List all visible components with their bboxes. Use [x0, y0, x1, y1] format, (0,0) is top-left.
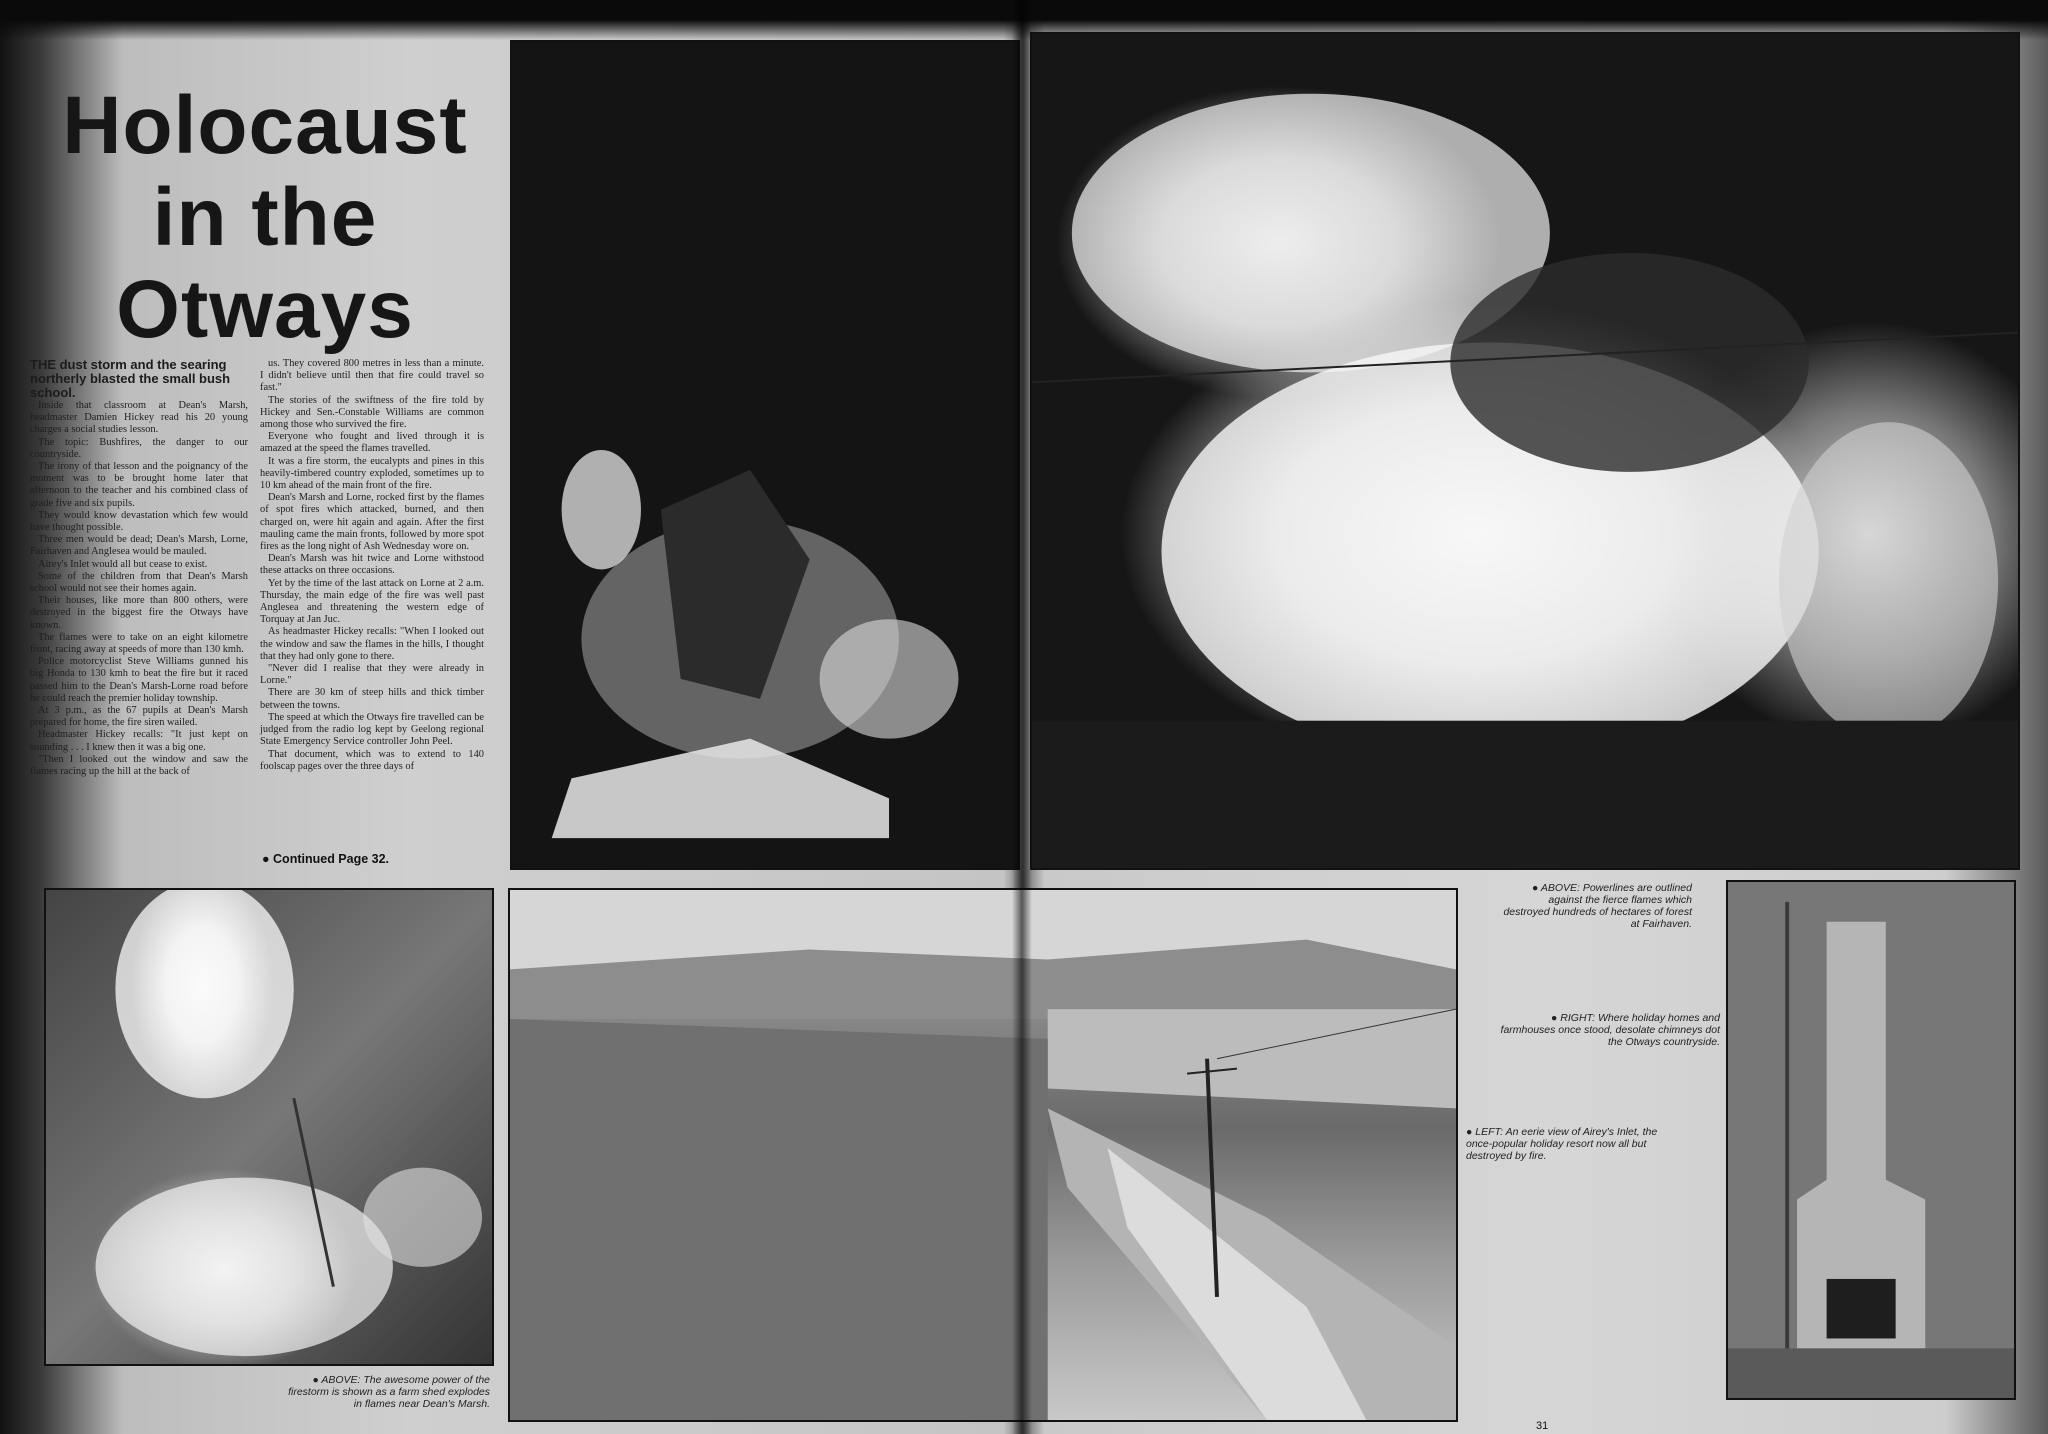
caption-chimneys-text: RIGHT: Where holiday homes and farmhouses once stood, desolate chimneys dot the Otways countryside.: [1500, 1012, 1720, 1048]
article-lead: THE dust storm and the searing northerly blasted the small bush school.: [30, 357, 231, 400]
article-paragraph: Airey's Inlet would all but cease to exist.: [38, 558, 208, 570]
article-paragraph: The irony of that lesson and the poignancy of the moment was to be brought home later that afternoon to the teacher and his combined class of grade five and six pupils.: [30, 461, 248, 509]
caption-powerlines: ● ABOVE: Powerlines are outlined against the fierce flames which destroyed hundreds of hectares of forest at Fairhaven.: [1503, 882, 1692, 930]
center-gutter: [1012, 0, 1032, 1434]
forest-firestorm-photo: [44, 888, 494, 1366]
article-paragraph: Dean's Marsh was hit twice and Lorne withstood these attacks on three occasions.: [260, 553, 484, 577]
article-paragraph: Dean's Marsh and Lorne, rocked first by the flames of spot fires which attacked, burned, and then charged on, were hit again and again. After the first mauling came the main fronts, followed by more spot fires as the long night of Ash Wednesday wore on.: [260, 492, 484, 553]
caption-aireys-inlet: ● LEFT: An eerie view of Airey's Inlet, the once-popular holiday resort now all but destroyed by fire.: [1466, 1126, 1658, 1162]
article-column-one: [30, 400, 248, 778]
aireys-inlet-landscape-photo: [508, 888, 1458, 1422]
aireys-inlet-illustration: [510, 890, 1456, 1420]
continued-note: ● Continued Page 32.: [262, 852, 390, 866]
page-number: 31: [1536, 1420, 1549, 1432]
article-paragraph: As headmaster Hickey recalls: "When I looked out the window and saw the flames in the hills, I thought that they had only gone to there.: [260, 626, 484, 662]
article-paragraph: That document, which was to extend to 140 foolscap pages over the three days of: [260, 748, 484, 772]
caption-firestorm: ● ABOVE: The awesome power of the firestorm is shown as a farm shed explodes in flames near Dean's Marsh.: [288, 1374, 490, 1410]
article-paragraph: Police motorcyclist Steve Williams gunned his big Honda to 130 kmh to beat the fire but it raced passed him to the Dean's Marsh-Lorne road before he could reach the premier holiday township.: [30, 656, 248, 704]
caption-powerlines-text: ABOVE: Powerlines are outlined against the fierce flames which destroyed hundreds of hectares of forest at Fairhaven.: [1503, 882, 1692, 930]
ruined-chimney-illustration: [1728, 882, 2014, 1398]
article-paragraph: The speed at which the Otways fire travelled can be judged from the radio log kept by Geelong regional State Emergency Service controller John Peel.: [260, 711, 484, 748]
burning-shed-photo-right: [1030, 32, 2020, 870]
article-paragraph: They would know devastation which few would have thought possible.: [30, 509, 248, 534]
article-paragraph: Inside that classroom at Dean's Marsh, headmaster Damien Hickey read his 20 young charges a social studies lesson.: [30, 400, 248, 436]
article-paragraph: Yet by the time of the last attack on Lorne at 2 a.m. Thursday, the main edge of the fire was well past Anglesea and threatening the western edge of Torquay at Jan Juc.: [260, 577, 484, 626]
article-headline: Holocaust in the Otways: [62, 80, 468, 355]
article-paragraph: The topic: Bushfires, the danger to our countryside.: [30, 436, 248, 460]
article-paragraph: At 3 p.m., as the 67 pupils at Dean's Marsh prepared for home, the fire siren wailed.: [30, 705, 248, 729]
article-column-two: [260, 358, 484, 773]
article-paragraph: "Then I looked out the window and saw the flames racing up the hill at the back of: [30, 753, 248, 778]
article-paragraph: us. They covered 800 metres in less than a minute. I didn't believe until then that fire could travel so fast.": [260, 358, 484, 394]
article-paragraph: "Never did I realise that they were already in Lorne.": [260, 663, 484, 687]
article-paragraph: It was a fire storm, the eucalypts and pines in this heavily-timbered country exploded, sometimes up to 10 km ahead of the main front of the fire.: [260, 455, 484, 492]
forest-firestorm-illustration: [46, 890, 492, 1364]
article-paragraph: Some of the children from that Dean's Marsh school would not see their homes again.: [30, 570, 248, 595]
continued-text: Continued Page 32.: [273, 852, 390, 866]
burning-shed-illustration-left: [512, 42, 1018, 868]
article-paragraph: The stories of the swiftness of the fire told by Hickey and Sen.-Constable Williams are common among those who survived the fire.: [260, 394, 484, 431]
article-paragraph: There are 30 km of steep hills and thick timber between the towns.: [260, 687, 484, 711]
ruined-chimney-photo: [1726, 880, 2016, 1400]
caption-firestorm-text: ABOVE: The awesome power of the firestorm is shown as a farm shed explodes in flames near Dean's Marsh.: [288, 1374, 490, 1410]
article-paragraph: Their houses, like more than 800 others, were destroyed in the biggest fire the Otways have known.: [30, 595, 248, 631]
article-paragraph: Everyone who fought and lived through it is amazed at the speed the flames travelled.: [260, 431, 484, 455]
caption-aireys-inlet-text: LEFT: An eerie view of Airey's Inlet, the once-popular holiday resort now all but destroyed by fire.: [1466, 1126, 1658, 1162]
burning-shed-photo-left: [510, 40, 1020, 870]
article-paragraph: Three men would be dead; Dean's Marsh, Lorne, Fairhaven and Anglesea would be mauled.: [30, 534, 248, 558]
article-paragraph: Headmaster Hickey recalls: "It just kept on sounding . . . I knew then it was a big one.: [30, 729, 248, 753]
article-paragraph: The flames were to take on an eight kilometre front, racing away at speeds of more than 130 kmh.: [30, 631, 248, 656]
caption-chimneys: ● RIGHT: Where holiday homes and farmhouses once stood, desolate chimneys dot the Otways countryside.: [1500, 1012, 1720, 1048]
burning-shed-illustration-right: [1032, 34, 2018, 868]
